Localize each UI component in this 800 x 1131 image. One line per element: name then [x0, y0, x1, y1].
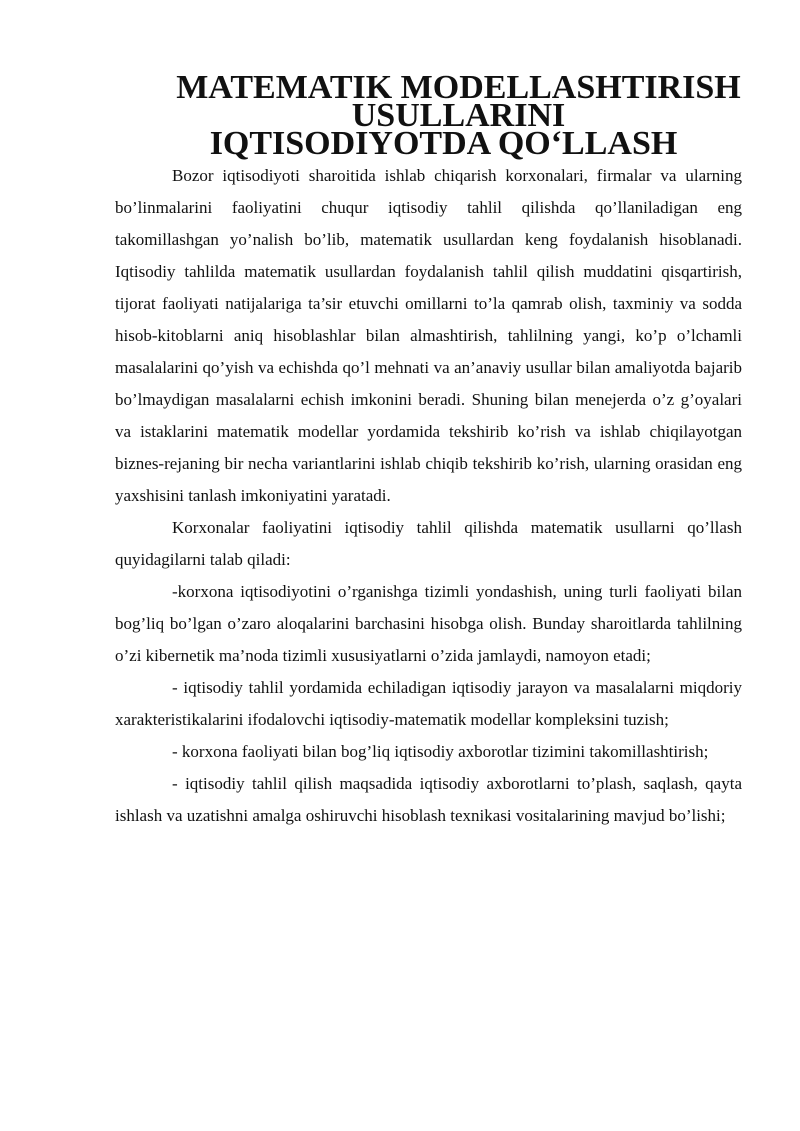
document-body — [115, 69, 742, 832]
document-title — [115, 69, 742, 162]
list-item-systemic-approach: -korxona iqtisodiyotini o’rganishga tizimli yondashish, uning turli faoliyati bilan bog’liq bo’lgan o’zaro aloqalarini barchasini hisobga olish. Bunday sharoitlarda tahlilning o’zi kibernetik ma’noda tizimli xususiyatlarni o’zida jamlaydi, namoyon etadi; — [115, 582, 742, 665]
list-item-information-system: - korxona faoliyati bilan bog’liq iqtisodiy axborotlar tizimini takomillashtirish; — [172, 742, 709, 761]
paragraph-intro: Bozor iqtisodiyoti sharoitida ishlab chiqarish korxonalari, firmalar va ularning bo’linmalarini faoliyatini chuqur iqtisodiy tahlil qilishda qo’llaniladigan eng takomillashgan yo’nalish bo’lib, matematik usullardan keng foydalanish hisoblanadi. Iqtisodiy tahlilda matematik usullardan foydalanish tahlil qilish muddatini qisqartirish, tijorat faoliyati natijalariga ta’sir etuvchi omillarni to’la qamrab olish, taxminiy va sodda hisob-kitoblarni aniq hisoblashlar bilan almashtirish, tahlilning yangi, ko’p o’lchamli masalalarini qo’yish va echishda qo’l mehnati va an’anaviy usullar bilan amaliyotda bajarib bo’lmaydigan masalalarni echish imkonini beradi. Shuning bilan menejerda o’z g’oyalari va istaklarini matematik modellar yordamida tekshirib ko’rish va ishlab chiqilayotgan biznes-rejaning bir necha variantlarini ishlab chiqib tekshirib ko’rish, ularning orasidan eng yaxshisini tanlash imkoniyatini yaratadi. — [115, 166, 742, 505]
title-line-2: IQTISODIYOTDA QO‘LLASH — [209, 125, 678, 162]
list-item-model-complex: - iqtisodiy tahlil yordamida echiladigan iqtisodiy jarayon va masalalarni miqdoriy xarakteristikalarini ifodalovchi iqtisodiy-matematik modellar kompleksini tuzish; — [115, 678, 742, 729]
paragraph-requirements-lead: Korxonalar faoliyatini iqtisodiy tahlil qilishda matematik usullarni qo’llash quyidagilarni talab qiladi: — [115, 518, 742, 569]
title-line-1: MATEMATIK MODELLASHTIRISH USULLARINI — [176, 69, 741, 134]
list-item-computing-tools: - iqtisodiy tahlil qilish maqsadida iqtisodiy axborotlarni to’plash, saqlash, qayta ishlash va uzatishni amalga oshiruvchi hisoblash texnikasi vositalarining mavjud bo’lishi; — [115, 774, 742, 825]
